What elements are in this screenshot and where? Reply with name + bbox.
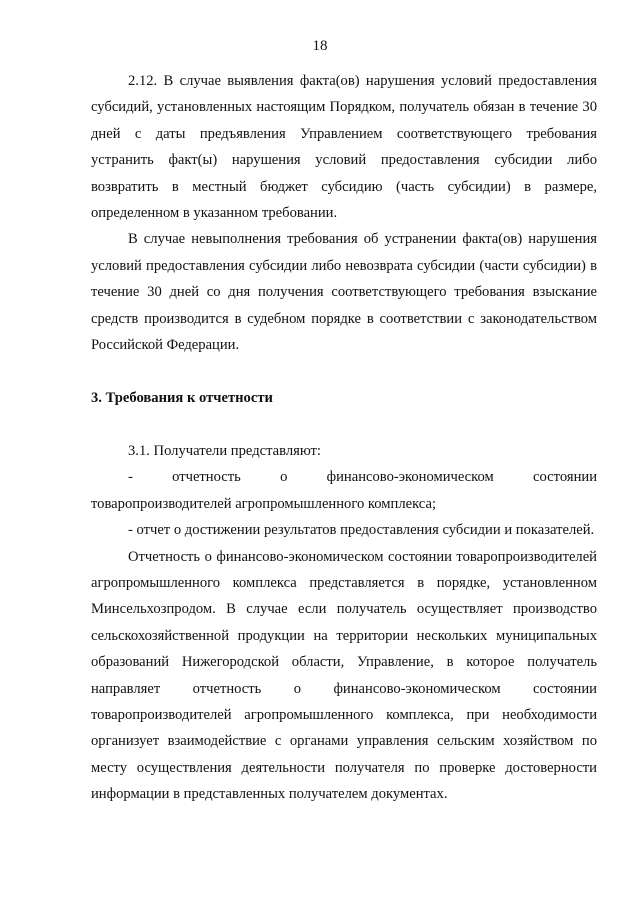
section-heading: 3. Требования к отчетности — [91, 390, 273, 407]
paragraph-nonfulfillment: В случае невыполнения требования об устранении факта(ов) нарушения условий предоставления субсидии либо невозврата субсидии (части субсидии) в течение 30 дней со дня получения соответствующего требования взыскание средств производится в судебном порядке в соответствии с законодательством Российской Федерации. — [91, 231, 597, 354]
list-item-reporting: - отчетность о финансово-экономическом состоянии товаропроизводителей агропромышленного комплекса; — [91, 469, 597, 512]
paragraph-2-12: 2.12. В случае выявления факта(ов) нарушения условий предоставления субсидий, установленных настоящим Порядком, получатель обязан в течение 30 дней с даты предъявления Управлением соответствующего требования устранить факт(ы) нарушения условий предоставления субсидии либо возвратить в местный бюджет субсидию (часть субсидии) в размере, определенном в указанном требовании. — [91, 73, 597, 222]
paragraph-reporting-procedure: Отчетность о финансово-экономическом состоянии товаропроизводителей агропромышленного комплекса представляется в порядке, установленном Минсельхозпродом. В случае если получатель осуществляет производство сельскохозяйственной продукции на территории нескольких муниципальных образований Нижегородской области, Управление, в которое получатель направляет отчетность о финансово-экономическом состоянии товаропроизводителей агропромышленного комплекса, при необходимости организует взаимодействие с органами управления сельским хозяйством по месту осуществления деятельности получателя по проверке достоверности информации в представленных получателем документах. — [91, 548, 597, 803]
list-item-results-report: - отчет о достижении результатов предоставления субсидии и показателей. — [128, 522, 595, 539]
page-number: 18 — [312, 38, 328, 54]
paragraph-3-1: 3.1. Получатели представляют: — [128, 442, 321, 459]
document-body — [91, 68, 597, 808]
